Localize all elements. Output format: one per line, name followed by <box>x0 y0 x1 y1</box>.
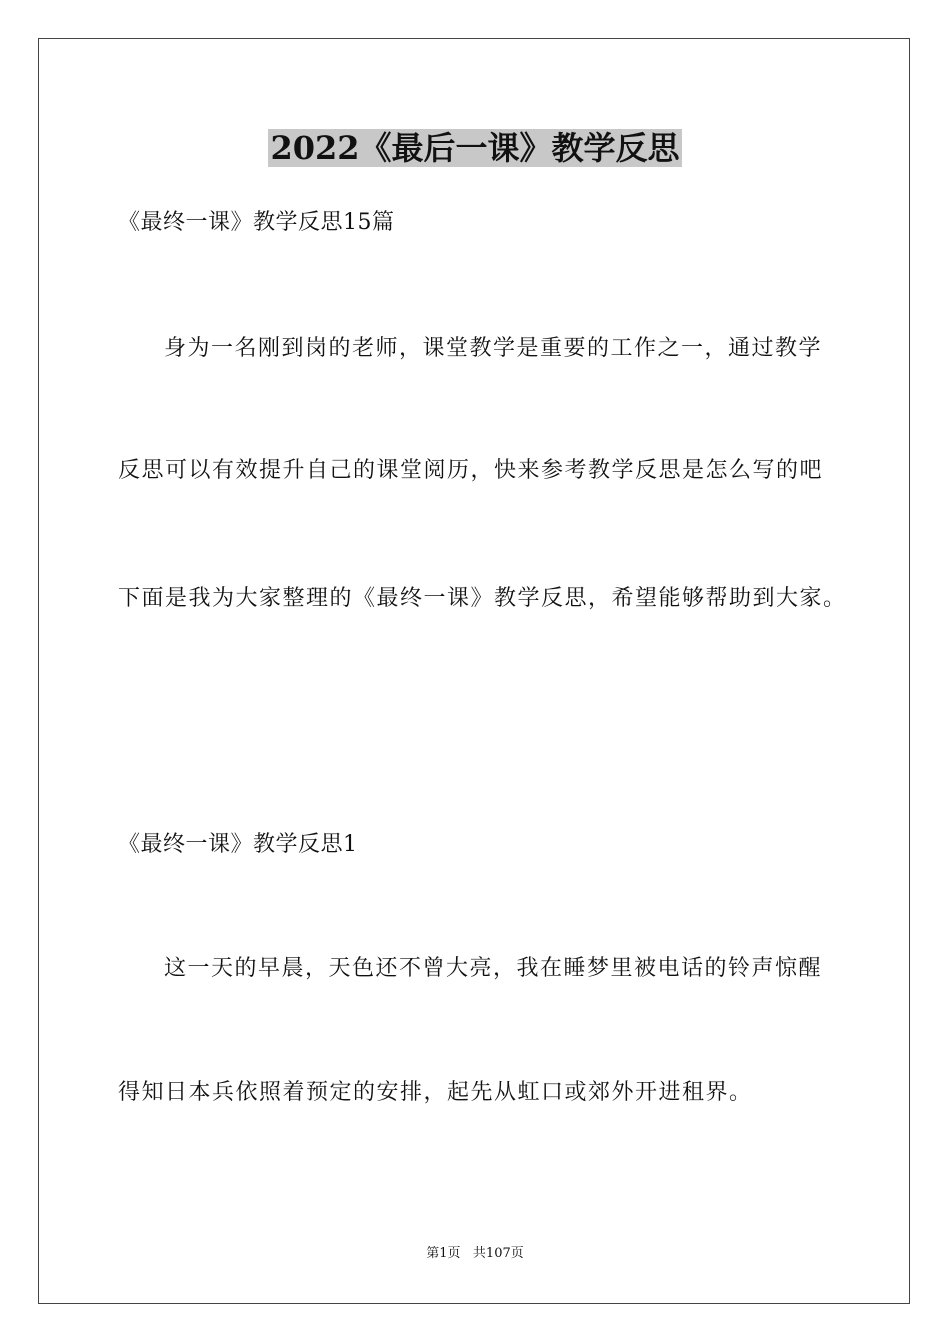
paragraph-line: 下面是我为大家整理的《最终一课》教学反思，希望能够帮助到大家。 <box>118 586 847 611</box>
paragraph-line: 得知日本兵依照着预定的安排，起先从虹口或郊外开进租界。 <box>118 1080 753 1105</box>
paragraph-line: 身为一名刚到岗的老师，课堂教学是重要的工作之一，通过教学 <box>164 336 823 361</box>
document-title-text: 2022《最后一课》教学反思 <box>270 129 680 167</box>
paragraph-line: 反思可以有效提升自己的课堂阅历，快来参考教学反思是怎么写的吧 <box>118 458 824 483</box>
document-subtitle: 《最终一课》教学反思15篇 <box>118 210 395 235</box>
page-number-footer: 第1页 共107页 <box>426 1246 524 1261</box>
document-title <box>0 126 950 170</box>
section-heading: 《最终一课》教学反思1 <box>118 832 358 857</box>
paragraph-line: 这一天的早晨，天色还不曾大亮，我在睡梦里被电话的铃声惊醒 <box>164 956 823 981</box>
